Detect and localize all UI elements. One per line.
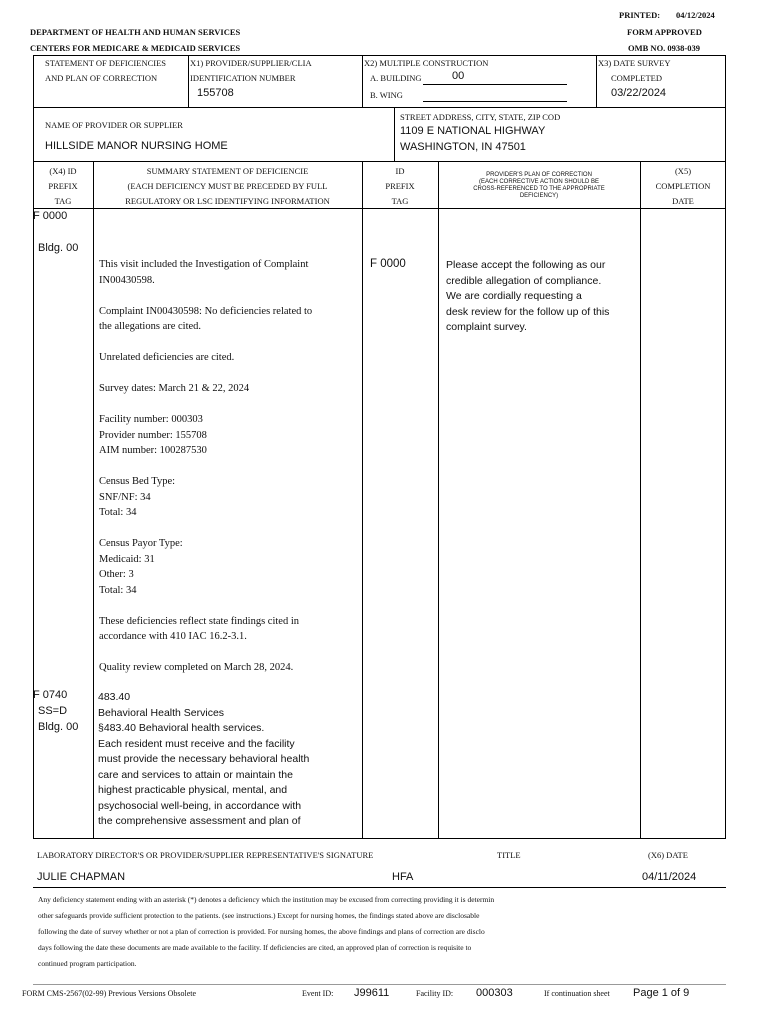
disclaimer-line: following the date of survey whether or not a plan of correction is provided. For nursing homes, the above findings and plans of correction are disclo [38, 927, 485, 936]
f740-line: care and services to attain or maintain the [98, 768, 293, 781]
summary-paragraph [99, 257, 312, 288]
summary-line: Survey dates: March 21 & 22, 2024 [99, 383, 250, 394]
f740-line: Behavioral Health Services [98, 706, 225, 719]
summary-line: Census Payor Type: [99, 538, 183, 549]
plan-header-line3: CROSS-REFERENCED TO THE APPROPRIATE [473, 186, 605, 192]
plan-line: credible allegation of compliance. [446, 274, 602, 287]
plan-header: PROVIDER'S PLAN OF CORRECTION [486, 172, 592, 178]
summary-paragraph [99, 474, 312, 521]
survey-date-value: 03/22/2024 [611, 87, 667, 99]
completed-label: COMPLETED [611, 73, 662, 83]
x4-header: (X4) ID [49, 166, 77, 176]
building-label: A. BUILDING [370, 73, 422, 83]
address-line-1: 1109 E NATIONAL HIGHWAY [400, 125, 546, 137]
plan-line: desk review for the follow up of this [446, 305, 610, 318]
x1-label: X1) PROVIDER/SUPPLIER/CLIA [190, 58, 312, 68]
plan-text [446, 258, 609, 336]
summary-paragraph [99, 412, 312, 459]
f740-line: 483.40 [98, 691, 131, 703]
signature-title: HFA [392, 871, 414, 883]
summary-line: Facility number: 000303 [99, 414, 203, 425]
continuation-label: If continuation sheet [544, 989, 610, 998]
f740-line: psychosocial well-being, in accordance with [98, 799, 302, 812]
summary-header: SUMMARY STATEMENT OF DEFICIENCIE [146, 166, 309, 176]
f740-line: highest practicable physical, mental, and [98, 784, 288, 796]
id-tag-header: TAG [391, 196, 409, 206]
x5-header: (X5) [674, 166, 692, 176]
scope-severity-tag: SS=D [38, 705, 68, 717]
prefix-tag-f0000: F 0000 [33, 210, 68, 222]
disclaimer-line: other safeguards provide sufficient protection to the patients. (see instructions.) Except for nursing homes, the findings stated above are disclosable [38, 911, 480, 920]
event-id-label: Event ID: [302, 989, 334, 998]
summary-line: Other: 3 [99, 569, 134, 580]
summary-line: Unrelated deficiencies are cited. [99, 352, 235, 363]
centers-title: CENTERS FOR MEDICARE & MEDICAID SERVICES [30, 43, 241, 53]
disclaimer-line: Any deficiency statement ending with an asterisk (*) denotes a deficiency which the institution may be excused from correcting providing it is determin [38, 895, 495, 904]
completion-header: COMPLETION [655, 181, 711, 191]
summary-line: Total: 34 [99, 507, 137, 518]
summary-line: Total: 34 [99, 584, 137, 596]
plan-line: Please accept the following as our [446, 259, 606, 271]
x4-tag-header: TAG [54, 196, 72, 206]
provider-box [33, 108, 726, 162]
f740-text [98, 690, 309, 830]
provider-name-value: HILLSIDE MANOR NURSING HOME [45, 140, 228, 152]
statement-label: STATEMENT OF DEFICIENCIES [45, 58, 167, 68]
f740-line: the comprehensive assessment and plan of [98, 815, 301, 827]
summary-paragraph [99, 381, 312, 397]
signature-name: JULIE CHAPMAN [37, 871, 126, 883]
facility-id-value: 000303 [476, 987, 513, 999]
f740-line: must provide the necessary behavioral health [98, 753, 310, 765]
plan-line: We are cordially requesting a [446, 290, 582, 302]
identification-number-label: IDENTIFICATION NUMBER [190, 73, 296, 83]
address-line-2: WASHINGTON, IN 47501 [400, 141, 526, 153]
department-title: DEPARTMENT OF HEALTH AND HUMAN SERVICES [30, 27, 241, 37]
summary-paragraph [99, 536, 312, 598]
summary-header-line3: REGULATORY OR LSC IDENTIFYING INFORMATION [125, 196, 330, 206]
summary-header-line2: (EACH DEFICIENCY MUST BE PRECEDED BY FULL [127, 181, 328, 191]
plan-header-line4: DEFICIENCY) [519, 193, 559, 199]
date-header: DATE [672, 196, 694, 206]
summary-line: IN00430598. [99, 274, 155, 286]
summary-line: Complaint IN00430598: No deficiencies related to [99, 305, 313, 317]
signature-label: LABORATORY DIRECTOR'S OR PROVIDER/SUPPLIER REPRESENTATIVE'S SIGNATURE [37, 850, 374, 860]
form-approved: FORM APPROVED [627, 27, 702, 37]
id-header: ID [395, 166, 405, 176]
page-number: Page 1 of 9 [633, 987, 690, 999]
id-prefix-header: PREFIX [385, 181, 415, 191]
plan-header-line2: (EACH CORRECTIVE ACTION SHOULD BE [478, 179, 600, 185]
f740-line: Each resident must receive and the facility [98, 737, 295, 750]
summary-line: Quality review completed on March 28, 2024. [99, 662, 294, 673]
x2-label: X2) MULTIPLE CONSTRUCTION [364, 58, 489, 68]
signature-date: 04/11/2024 [642, 871, 697, 883]
summary-paragraph [99, 614, 312, 645]
summary-line: SNF/NF: 34 [99, 491, 151, 503]
wing-label: B. WING [370, 90, 403, 100]
provider-id-value: 155708 [197, 87, 234, 99]
summary-line: Medicaid: 31 [99, 553, 155, 565]
building-tag-1: Bldg. 00 [38, 242, 79, 254]
plan-line: complaint survey. [446, 321, 527, 333]
x4-prefix-header: PREFIX [48, 181, 78, 191]
summary-line: Census Bed Type: [99, 476, 176, 487]
summary-line: These deficiencies reflect state findings cited in [99, 615, 299, 627]
summary-line: AIM number: 100287530 [99, 445, 207, 456]
prefix-tag-f0740: F 0740 [33, 689, 68, 701]
omb-number: OMB NO. 0938-039 [628, 43, 701, 53]
disclaimer-line: days following the date these documents are made available to the facility. If deficiencies are cited, an approved plan of correction is requisite to [38, 943, 472, 952]
building-tag-2: Bldg. 00 [38, 721, 79, 733]
facility-id-label: Facility ID: [416, 989, 454, 998]
form-number: FORM CMS-2567(02-99) Previous Versions Obsolete [22, 989, 197, 998]
summary-paragraph [99, 304, 312, 335]
summary-line: This visit included the Investigation of Complaint [99, 259, 309, 270]
disclaimer-line: continued program participation. [38, 959, 137, 968]
x6-date-label: (X6) DATE [648, 850, 688, 860]
building-value: 00 [452, 70, 465, 82]
event-id-value: J99611 [354, 987, 390, 999]
summary-paragraph [99, 660, 312, 676]
address-label: STREET ADDRESS, CITY, STATE, ZIP COD [400, 112, 561, 122]
summary-line: accordance with 410 IAC 16.2-3.1. [99, 631, 247, 642]
summary-paragraph [99, 350, 312, 366]
summary-text [99, 257, 312, 691]
title-label: TITLE [497, 850, 521, 860]
right-prefix-tag-f0000: F 0000 [370, 258, 406, 270]
plan-of-correction-label: AND PLAN OF CORRECTION [45, 73, 158, 83]
printed-date: 04/12/2024 [676, 10, 715, 20]
provider-name-label: NAME OF PROVIDER OR SUPPLIER [45, 120, 183, 130]
printed-label: PRINTED: [619, 10, 661, 20]
summary-line: the allegations are cited. [99, 321, 202, 332]
summary-line: Provider number: 155708 [99, 429, 207, 441]
x3-label: X3) DATE SURVEY [598, 58, 671, 68]
f740-line: §483.40 Behavioral health services. [98, 722, 265, 734]
disclaimer-text [38, 892, 494, 972]
